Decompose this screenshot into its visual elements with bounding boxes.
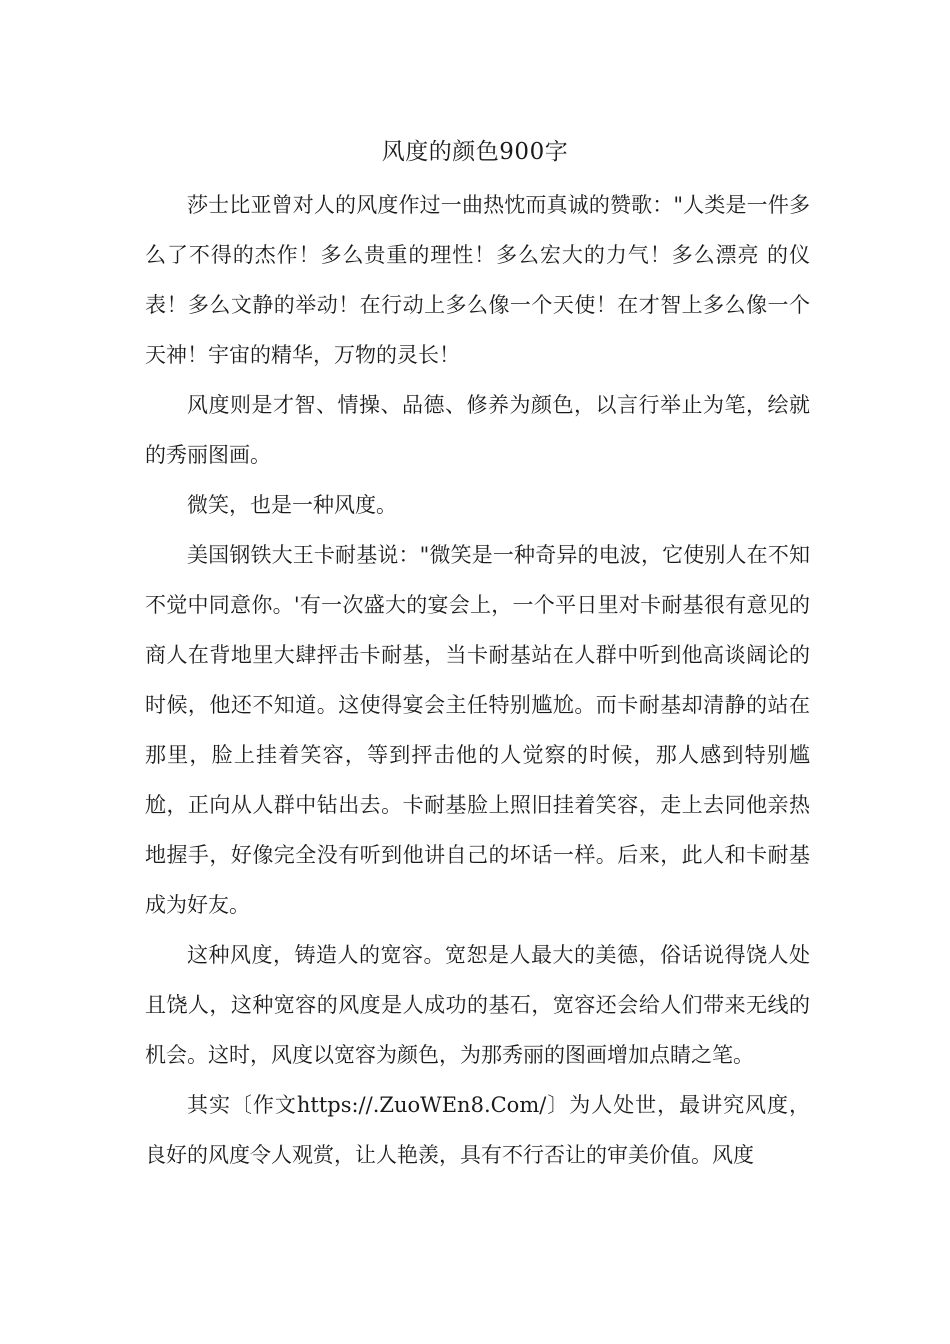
paragraph-shakespeare-quote: 莎士比亚曾对人的风度作过一曲热忱而真诚的赞歌："人类是一件多么了不得的杰作！多么贵重的理性！多么宏大的力气！多么漂亮 的仪表！多么文静的举动！在行动上多么像一个天使！在才智上多么像一个天神！宇宙的精华，万物的灵长！ <box>145 193 810 367</box>
document-body <box>145 180 810 1180</box>
paragraph-demeanor-definition: 风度则是才智、情操、品德、修养为颜色，以言行举止为笔，绘就的秀丽图画。 <box>145 393 810 467</box>
paragraph-tolerance: 这种风度，铸造人的宽容。宽恕是人最大的美德，俗话说得饶人处且饶人，这种宽容的风度是人成功的基石，宽容还会给人们带来无线的机会。这时，风度以宽容为颜色，为那秀丽的图画增加点睛之笔。 <box>145 943 810 1067</box>
paragraph-smile: 微笑，也是一种风度。 <box>187 493 397 517</box>
paragraph-carnegie-story: 美国钢铁大王卡耐基说："微笑是一种奇异的电波，它使别人在不知不觉中同意你。'有一次盛大的宴会上，一个平日里对卡耐基很有意见的商人在背地里大肆抨击卡耐基，当卡耐基站在人群中听到他高谈阔论的时候，他还不知道。这使得宴会主任特别尴尬。而卡耐基却清静的站在那里，脸上挂着笑容，等到抨击他的人觉察的时候，那人感到特别尴尬，正向从人群中钻出去。卡耐基脸上照旧挂着笑容，走上去同他亲热地握手，好像完全没有听到他讲自己的坏话一样。后来，此人和卡耐基成为好友。 <box>145 543 810 917</box>
document-title: 风度的颜色900字 <box>381 139 569 165</box>
paragraph-conduct: 其实〔作文https://.ZuoWEn8.Com/〕为人处世，最讲究风度，良好的风度令人观赏，让人艳羡，具有不行否让的审美价值。风度 <box>145 1093 810 1167</box>
